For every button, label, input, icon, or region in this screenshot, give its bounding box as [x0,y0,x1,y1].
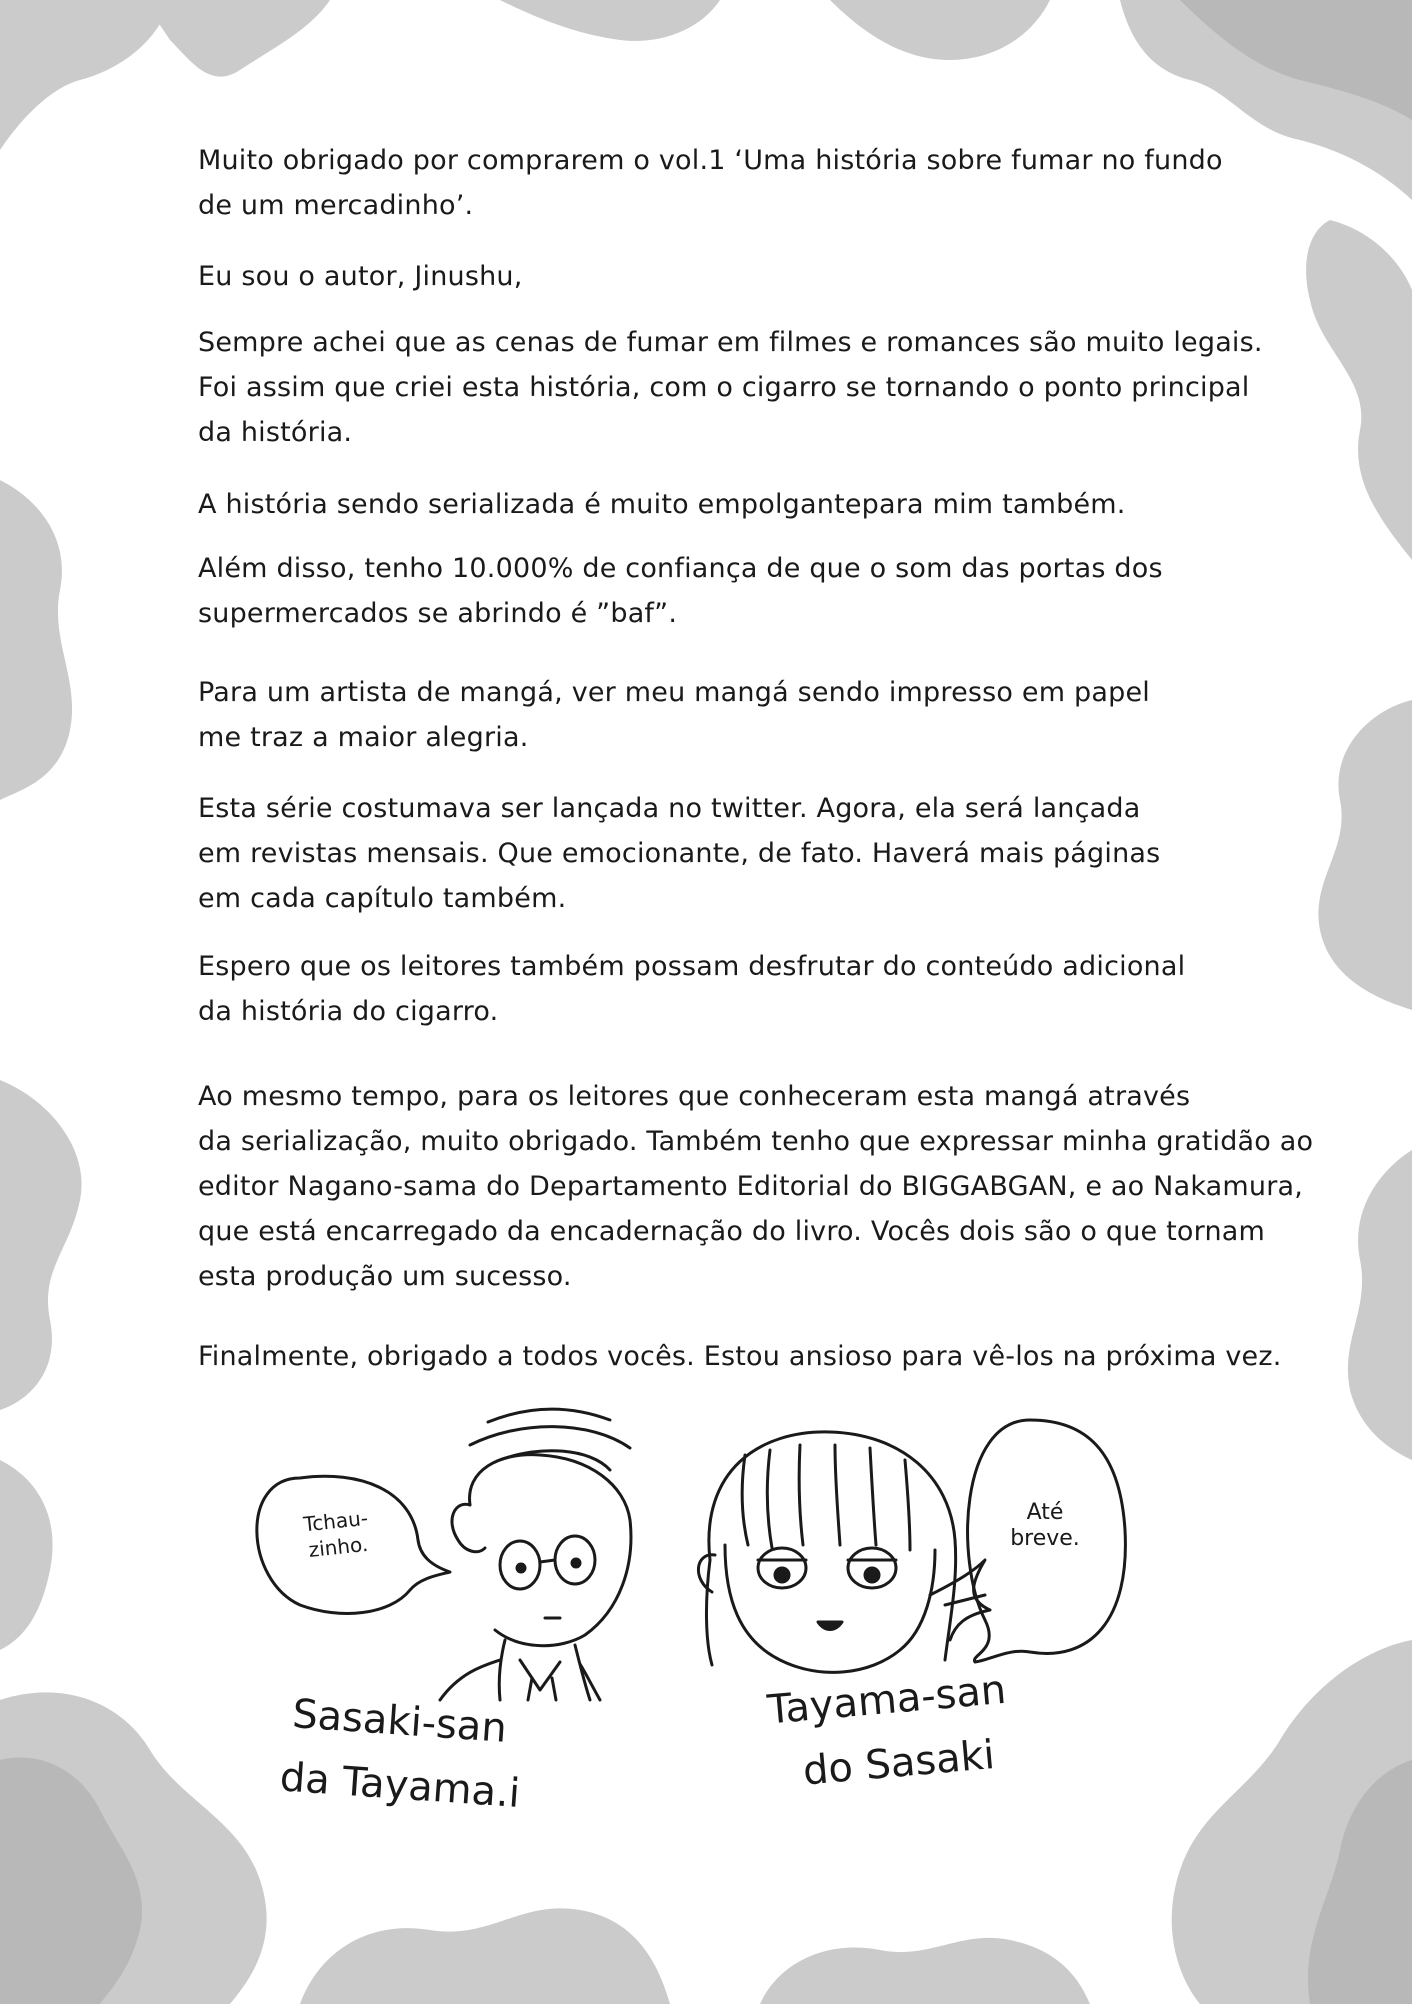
text-line: Espero que os leitores também possam desfrutar do conteúdo adicional [198,951,1186,982]
tayama-character [698,1432,990,1672]
text-line: Além disso, tenho 10.000% de confiança de que o som das portas dos [198,553,1163,584]
bubble-line: Tchau- [302,1505,370,1537]
text-line: da história. [198,417,353,448]
text-line: que está encarregado da encadernação do livro. Vocês dois são o que tornam [198,1216,1266,1247]
text-line: Muito obrigado por comprarem o vol.1 ‘Uma história sobre fumar no fundo [198,145,1223,176]
text-line: da serialização, muito obrigado. Também tenho que expressar minha gratidão ao [198,1126,1314,1157]
sasaki-character [440,1409,631,1700]
text-line: esta produção um sucesso. [198,1261,572,1292]
text-line: supermercados se abrindo é ”baf”. [198,598,678,629]
text-line: da história do cigarro. [198,996,499,1027]
bubble-line: breve. [1010,1526,1080,1551]
text-line: em revistas mensais. Que emocionante, de fato. Haverá mais páginas [198,838,1161,869]
text-line: Sempre achei que as cenas de fumar em filmes e romances são muito legais. [198,327,1263,358]
text-line: de um mercadinho’. [198,190,474,221]
text-line: em cada capítulo também. [198,883,567,914]
text-line: Foi assim que criei esta história, com o cigarro se tornando o ponto principal [198,372,1250,403]
text-line: Esta série costumava ser lançada no twitter. Agora, ela será lançada [198,793,1141,824]
caption-line: Tayama-san [765,1666,1008,1734]
bubble-line: zinho. [307,1531,370,1562]
caption-tayama [765,1658,1014,1806]
text-line: Finalmente, obrigado a todos vocês. Estou ansioso para vê-los na próxima vez. [198,1341,1282,1372]
text-line: editor Nagano-sama do Departamento Editorial do BIGGABGAN, e ao Nakamura, [198,1171,1304,1202]
caption-line: do Sasaki [801,1732,997,1795]
text-line: Eu sou o autor, Jinushu, [198,261,523,292]
bubble-line: Até [1026,1500,1064,1525]
caption-line: da Tayama.i [278,1754,522,1817]
bubble-text-right [985,1500,1105,1552]
text-line: Ao mesmo tempo, para os leitores que conheceram esta mangá através [198,1081,1191,1112]
text-line: Para um artista de mangá, ver meu mangá sendo impresso em papel [198,677,1150,708]
caption-sasaki [278,1682,527,1826]
text-line: me traz a maior alegria. [198,722,529,753]
caption-line: Sasaki-san [290,1691,509,1752]
text-line: A história sendo serializada é muito empolgantepara mim também. [198,489,1126,520]
